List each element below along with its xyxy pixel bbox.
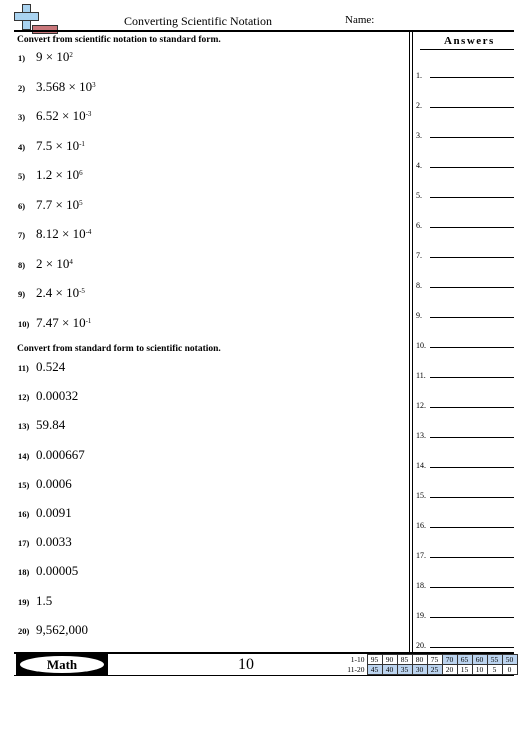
problem-item — [18, 256, 73, 272]
problem-expression: 0.0091 — [36, 505, 72, 520]
answer-line — [430, 587, 514, 588]
answer-column-divider — [409, 31, 410, 652]
problem-number: 6) — [18, 200, 26, 211]
score-cell: 55 — [487, 655, 502, 665]
problem-number: 13) — [18, 421, 30, 432]
answer-number: 16. — [416, 521, 426, 530]
answer-number: 20. — [416, 641, 426, 650]
answer-line — [430, 407, 514, 408]
problem-expression: 0.000667 — [36, 446, 85, 462]
problem-exponent: 5 — [79, 198, 83, 207]
answer-line — [430, 377, 514, 378]
score-cell: 0 — [502, 665, 517, 675]
problem-number: 10) — [18, 318, 30, 329]
score-cell: 10 — [472, 665, 487, 675]
answer-number: 12. — [416, 401, 426, 410]
score-range: 1-10 — [350, 655, 365, 664]
problem-number: 3) — [18, 112, 26, 122]
page-number: 10 — [238, 656, 254, 673]
problem-item — [18, 197, 83, 213]
problem-number: 9) — [18, 289, 26, 299]
problem-item — [18, 49, 73, 65]
answer-blank — [416, 518, 514, 530]
problem-item — [18, 593, 52, 609]
problem-expression: 0.00032 — [36, 388, 79, 404]
problem-number: 4) — [18, 141, 26, 152]
answer-number: 17. — [416, 551, 426, 560]
answer-line — [430, 317, 514, 318]
problem-exponent: 3 — [92, 80, 96, 89]
answer-blank — [416, 638, 514, 650]
answer-line — [430, 557, 514, 558]
answer-blank — [416, 368, 514, 380]
answer-number: 6. — [416, 221, 422, 230]
problem-item — [18, 417, 65, 433]
problem-item — [18, 167, 83, 183]
answer-number: 9. — [416, 311, 422, 320]
problem-number: 8) — [18, 259, 26, 270]
problem-item — [18, 447, 85, 463]
section1-heading: Convert from scientific notation to standard form. — [17, 35, 221, 45]
score-cell: 40 — [382, 665, 397, 675]
score-cell: 20 — [442, 665, 457, 675]
problem-item — [18, 285, 85, 301]
answer-number: 2. — [416, 101, 422, 110]
problem-number: 18) — [18, 567, 30, 578]
answer-number: 19. — [416, 611, 426, 620]
problem-expression — [36, 167, 83, 183]
answer-number: 11. — [416, 371, 426, 380]
score-cell: 90 — [382, 655, 397, 665]
problem-item — [18, 315, 91, 331]
math-badge — [16, 654, 108, 675]
answer-blank — [416, 578, 514, 590]
answer-line — [430, 497, 514, 498]
problem-number: 19) — [18, 596, 30, 607]
answer-blank — [416, 218, 514, 230]
score-cell: 85 — [397, 655, 412, 665]
problem-expression — [36, 49, 73, 65]
problem-coefficient: 9 × 10 — [36, 49, 70, 64]
problem-number: 1) — [18, 53, 26, 63]
score-row — [343, 665, 517, 675]
problem-item — [18, 534, 72, 550]
score-cell: 80 — [412, 655, 427, 665]
problem-item — [18, 108, 91, 124]
score-cell: 65 — [457, 655, 472, 665]
problem-item — [18, 563, 78, 579]
problem-exponent: 2 — [69, 51, 73, 59]
answer-number: 3. — [416, 131, 422, 140]
name-label: Name: — [345, 14, 375, 26]
answer-number: 14. — [416, 461, 426, 470]
problem-item — [18, 226, 91, 242]
answer-line — [430, 527, 514, 528]
answer-line — [430, 227, 514, 228]
problem-expression: 59.84 — [36, 417, 66, 433]
math-label: Math — [20, 656, 104, 673]
problem-expression — [36, 197, 83, 213]
footer-bottom-rule — [14, 675, 514, 676]
answer-blank — [416, 128, 514, 140]
problem-coefficient: 6.52 × 10 — [36, 108, 86, 123]
problem-number: 12) — [18, 392, 30, 403]
answer-number: 4. — [416, 161, 422, 170]
problem-expression — [36, 285, 85, 301]
answer-line — [430, 137, 514, 138]
problem-exponent: -5 — [79, 287, 85, 295]
score-cell: 45 — [367, 665, 382, 675]
answer-number: 8. — [416, 281, 422, 290]
score-cell: 15 — [457, 665, 472, 675]
answer-line — [430, 167, 514, 168]
answer-number: 1. — [416, 71, 422, 80]
problem-expression: 0.0033 — [36, 534, 72, 550]
problem-item — [18, 79, 96, 95]
score-cell: 50 — [502, 655, 517, 665]
answer-line — [430, 257, 514, 258]
answer-number: 18. — [416, 581, 426, 590]
answer-blank — [416, 458, 514, 470]
worksheet-title: Converting Scientific Notation — [124, 14, 272, 28]
problem-expression — [36, 256, 73, 272]
problem-item — [18, 505, 72, 521]
problem-number: 2) — [18, 82, 26, 93]
problem-coefficient: 7.7 × 10 — [36, 196, 80, 212]
problem-expression — [36, 138, 85, 154]
answer-line — [430, 437, 514, 438]
problem-expression — [36, 226, 91, 242]
answer-number: 13. — [416, 431, 426, 440]
plus-icon-horizontal — [14, 12, 39, 21]
score-cell: 30 — [412, 665, 427, 675]
answer-blank — [416, 158, 514, 170]
problem-number: 14) — [18, 450, 30, 461]
answer-blank — [416, 68, 514, 80]
answer-number: 15. — [416, 491, 426, 500]
problem-expression — [36, 108, 91, 124]
problem-number: 15) — [18, 479, 30, 490]
answer-line — [430, 77, 514, 78]
answer-line — [430, 287, 514, 288]
answer-blank — [416, 308, 514, 320]
answer-line — [430, 617, 514, 618]
answer-line — [430, 197, 514, 198]
answer-blank — [416, 428, 514, 440]
answer-blank — [416, 548, 514, 560]
answer-blank — [416, 608, 514, 620]
problem-coefficient: 8.12 × 10 — [36, 226, 86, 241]
problem-number: 5) — [18, 171, 26, 181]
answer-number: 10. — [416, 341, 426, 350]
score-table — [343, 654, 518, 675]
problem-coefficient: 2 × 10 — [36, 255, 70, 271]
answer-number: 5. — [416, 191, 422, 200]
problem-number: 7) — [18, 230, 26, 240]
problem-item — [18, 359, 65, 375]
answer-blank — [416, 338, 514, 350]
problem-exponent: -3 — [85, 110, 92, 118]
answer-blank — [416, 188, 514, 200]
score-row — [343, 655, 517, 665]
problem-exponent: 6 — [79, 169, 83, 177]
problem-exponent: 4 — [69, 257, 73, 266]
answer-blank — [416, 278, 514, 290]
answers-title-rule — [420, 49, 514, 50]
score-cell: 95 — [367, 655, 382, 665]
problem-expression: 0.524 — [36, 359, 66, 374]
score-cell: 75 — [427, 655, 442, 665]
problem-expression: 0.0006 — [36, 475, 72, 491]
problem-expression: 9,562,000 — [36, 621, 88, 637]
header-rule — [14, 30, 514, 32]
score-cell: 70 — [442, 655, 457, 665]
problem-item — [18, 138, 85, 154]
problem-exponent: -1 — [85, 316, 92, 325]
score-cell: 5 — [487, 665, 502, 675]
answer-line — [430, 467, 514, 468]
score-cell: 25 — [427, 665, 442, 675]
problem-number: 20) — [18, 625, 30, 636]
answer-line — [430, 647, 514, 648]
answer-line — [430, 347, 514, 348]
problem-expression: 0.00005 — [36, 563, 79, 579]
answer-blank — [416, 98, 514, 110]
problem-expression: 1.5 — [36, 592, 53, 608]
score-cell: 35 — [397, 665, 412, 675]
problem-expression — [36, 79, 96, 95]
problem-number: 17) — [18, 538, 30, 549]
score-cell: 60 — [472, 655, 487, 665]
problem-coefficient: 3.568 × 10 — [36, 78, 93, 94]
answer-blank — [416, 398, 514, 410]
answer-column-divider — [412, 31, 413, 652]
problem-coefficient: 1.2 × 10 — [36, 167, 80, 182]
answers-title: Answers — [444, 35, 495, 47]
problem-expression — [36, 315, 91, 331]
problem-exponent: -1 — [79, 139, 85, 148]
problem-item — [18, 388, 78, 404]
problem-coefficient: 7.47 × 10 — [36, 314, 86, 330]
answer-blank — [416, 488, 514, 500]
answer-number: 7. — [416, 251, 422, 260]
score-range: 11-20 — [347, 665, 365, 674]
problem-coefficient: 2.4 × 10 — [36, 285, 80, 300]
problem-item — [18, 476, 72, 492]
problem-number: 11) — [18, 363, 29, 373]
answer-line — [430, 107, 514, 108]
answer-blank — [416, 248, 514, 260]
problem-exponent: -4 — [85, 228, 92, 236]
problem-coefficient: 7.5 × 10 — [36, 137, 80, 153]
section2-heading: Convert from standard form to scientific notation. — [17, 344, 221, 354]
problem-item — [18, 622, 88, 638]
problem-number: 16) — [18, 509, 30, 519]
